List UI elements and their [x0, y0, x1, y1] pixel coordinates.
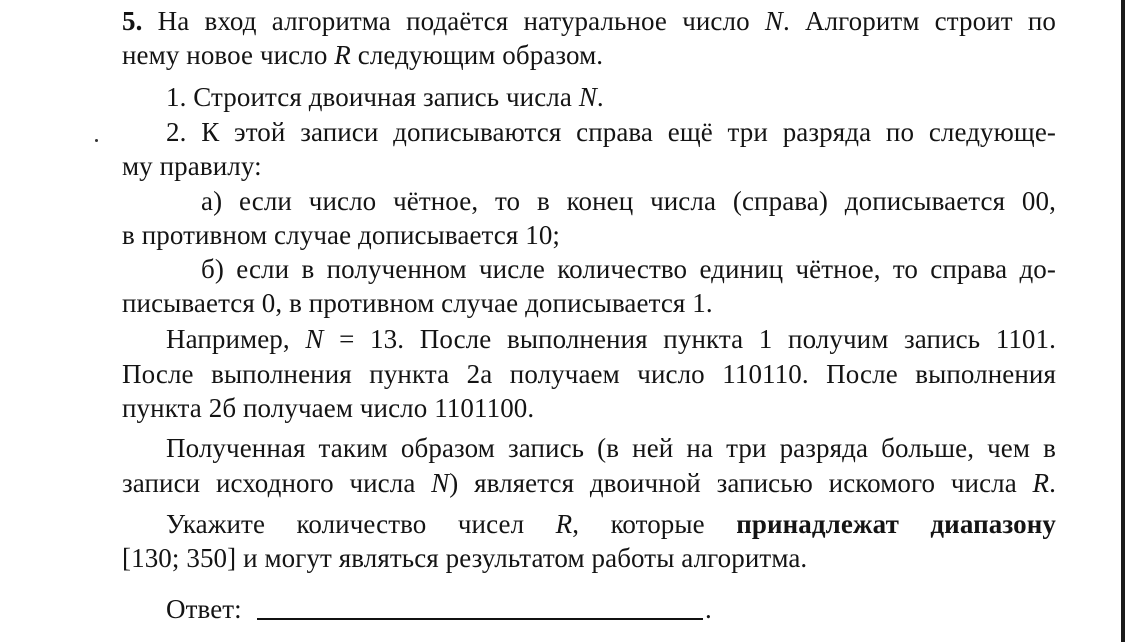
question-text-2: , которые	[572, 509, 737, 539]
result-line-2	[122, 466, 1056, 500]
answer-end	[705, 592, 712, 626]
variable-n: N	[431, 468, 450, 498]
question-line-1	[166, 507, 1056, 541]
result-text-2: записи исходного числа	[122, 468, 432, 498]
intro-line-1	[122, 4, 1056, 38]
variable-n: N	[764, 6, 783, 36]
answer-label-text: Ответ:	[166, 594, 242, 624]
question-line-2	[122, 541, 807, 575]
variable-r: R	[1032, 468, 1050, 498]
result-text-3: ) является двоичной записью искомого числа	[449, 468, 1033, 498]
question-text-1: Укажите количество чисел	[166, 509, 556, 539]
step-2-line-2	[122, 149, 262, 183]
result-line-1	[166, 431, 1056, 465]
question-emphasis: принадлежат диапазону	[736, 509, 1056, 539]
rule-a-text-1: а) если число чётное, то в конец числа (справа) дописывается 00,	[201, 186, 1056, 216]
rule-b-text-1: б) если в полученном числе количество единиц чётное, то справа до-	[201, 254, 1056, 284]
intro-text-1: На вход алгоритма подаётся натуральное число	[157, 6, 765, 36]
example-line-3	[122, 391, 534, 425]
rule-a-text-2: в противном случае дописывается 10;	[122, 220, 561, 250]
step-1-end: .	[596, 82, 604, 112]
example-line-2	[122, 357, 1056, 391]
variable-n: N	[305, 324, 324, 354]
variable-r: R	[555, 509, 573, 539]
answer-label	[166, 592, 242, 626]
step-2-line-1	[166, 115, 1056, 149]
answer-end-dot: .	[705, 594, 712, 624]
rule-b-line-1	[201, 252, 1056, 286]
intro-text-2: . Алгоритм строит по	[782, 6, 1056, 36]
intro-text-3: нему новое число	[122, 40, 335, 70]
stray-dot	[95, 139, 98, 142]
answer-field[interactable]	[257, 618, 703, 620]
example-text-1: Например,	[166, 324, 306, 354]
intro-line-2	[122, 38, 603, 72]
step-1-text: 1. Строится двоичная запись числа	[166, 82, 579, 112]
result-text-1: Полученная таким образом запись (в ней на три разряда больше, чем в	[166, 433, 1056, 463]
example-text-4: пункта 2б получаем число 1101100.	[122, 393, 535, 423]
variable-n: N	[578, 82, 597, 112]
step-2-text-2: му правилу:	[122, 151, 262, 181]
result-text-4: .	[1049, 468, 1056, 498]
example-line-1	[166, 322, 1056, 356]
rule-b-text-2: писывается 0, в противном случае дописывается 1.	[122, 288, 713, 318]
rule-a-line-1	[201, 184, 1056, 218]
intro-text-4: следующим образом.	[350, 40, 604, 70]
step-1	[166, 80, 604, 114]
question-text-3: [130; 350] и могут являться результатом работы алгоритма.	[122, 543, 808, 573]
example-text-2: = 13. После выполнения пункта 1 получим запись 1101.	[323, 324, 1056, 354]
variable-r: R	[334, 40, 351, 70]
step-2-text-1: 2. К этой записи дописываются справа ещё три разряда по следующе-	[166, 117, 1056, 147]
rule-a-line-2	[122, 218, 560, 252]
example-text-3: После выполнения пункта 2а получаем число 110110. После выполнения	[122, 359, 1056, 389]
rule-b-line-2	[122, 286, 713, 320]
task-number: 5.	[122, 6, 143, 36]
